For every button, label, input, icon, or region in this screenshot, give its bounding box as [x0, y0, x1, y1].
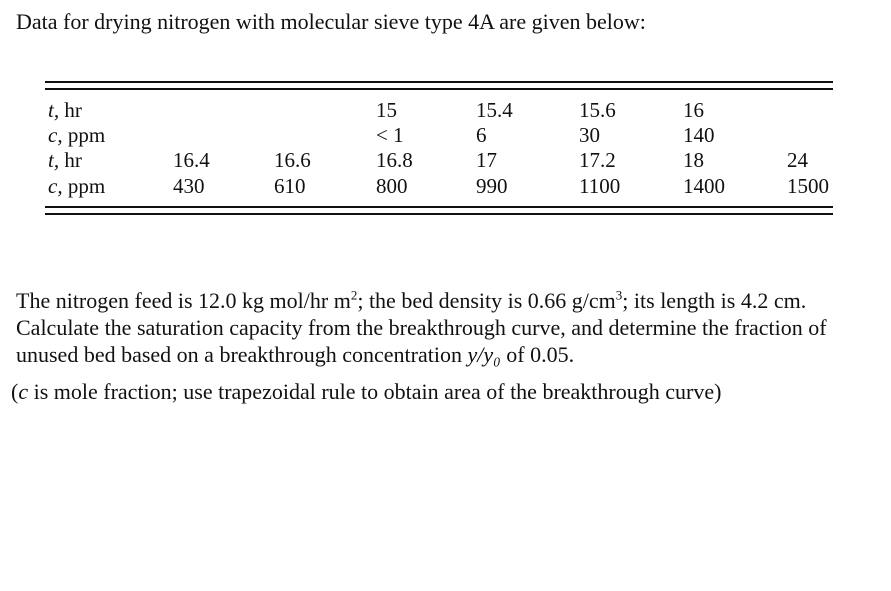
- table-cell: 6: [476, 123, 487, 147]
- table-top-rule-inner: [45, 88, 833, 90]
- note-text: (c is mole fraction; use trapezoidal rule to obtain area of the breakthrough curve): [11, 379, 722, 404]
- table-cell: 15: [376, 98, 397, 122]
- table-top-rule: [45, 81, 833, 83]
- table-cell: 990: [476, 174, 508, 198]
- table-cell: 16.6: [274, 148, 311, 172]
- table-cell: 1500: [787, 174, 829, 198]
- table-cell: 24: [787, 148, 808, 172]
- row-label: t, hr: [48, 98, 82, 122]
- table-cell: 18: [683, 148, 704, 172]
- problem-statement: The nitrogen feed is 12.0 kg mol/hr $m^2$; the bed density is 0.66 $g/cm^3$; its length is 4.2 cm. Calculate the saturation capacity from the breakthrough curve, and determine the fraction of unused bed based on a breakthrough concentration y/y₀ of 0.05.: [16, 287, 827, 367]
- table-cell: < 1: [376, 123, 404, 147]
- table-cell: 15.6: [579, 98, 616, 122]
- table-cell: 1100: [579, 174, 621, 198]
- row-label: c, ppm: [48, 174, 106, 198]
- table-cell: 430: [173, 174, 205, 198]
- intro-text: Data for drying nitrogen with molecular sieve type 4A are given below:: [16, 9, 646, 34]
- table-cell: 17.2: [579, 148, 616, 172]
- table-cell: 140: [683, 123, 715, 147]
- table-cell: 800: [376, 174, 408, 198]
- table-cell: 16.8: [376, 148, 413, 172]
- table-cell: 1400: [683, 174, 725, 198]
- table-cell: 16: [683, 98, 704, 122]
- table-cell: 15.4: [476, 98, 513, 122]
- row-label: t, hr: [48, 148, 82, 172]
- table-cell: 16.4: [173, 148, 210, 172]
- row-label: c, ppm: [48, 123, 106, 147]
- concentration-ratio: y/y₀: [467, 342, 501, 367]
- table-bottom-rule: [45, 213, 833, 215]
- table-cell: 30: [579, 123, 600, 147]
- table-bottom-rule-inner: [45, 206, 833, 208]
- table-cell: 610: [274, 174, 306, 198]
- table-cell: 17: [476, 148, 497, 172]
